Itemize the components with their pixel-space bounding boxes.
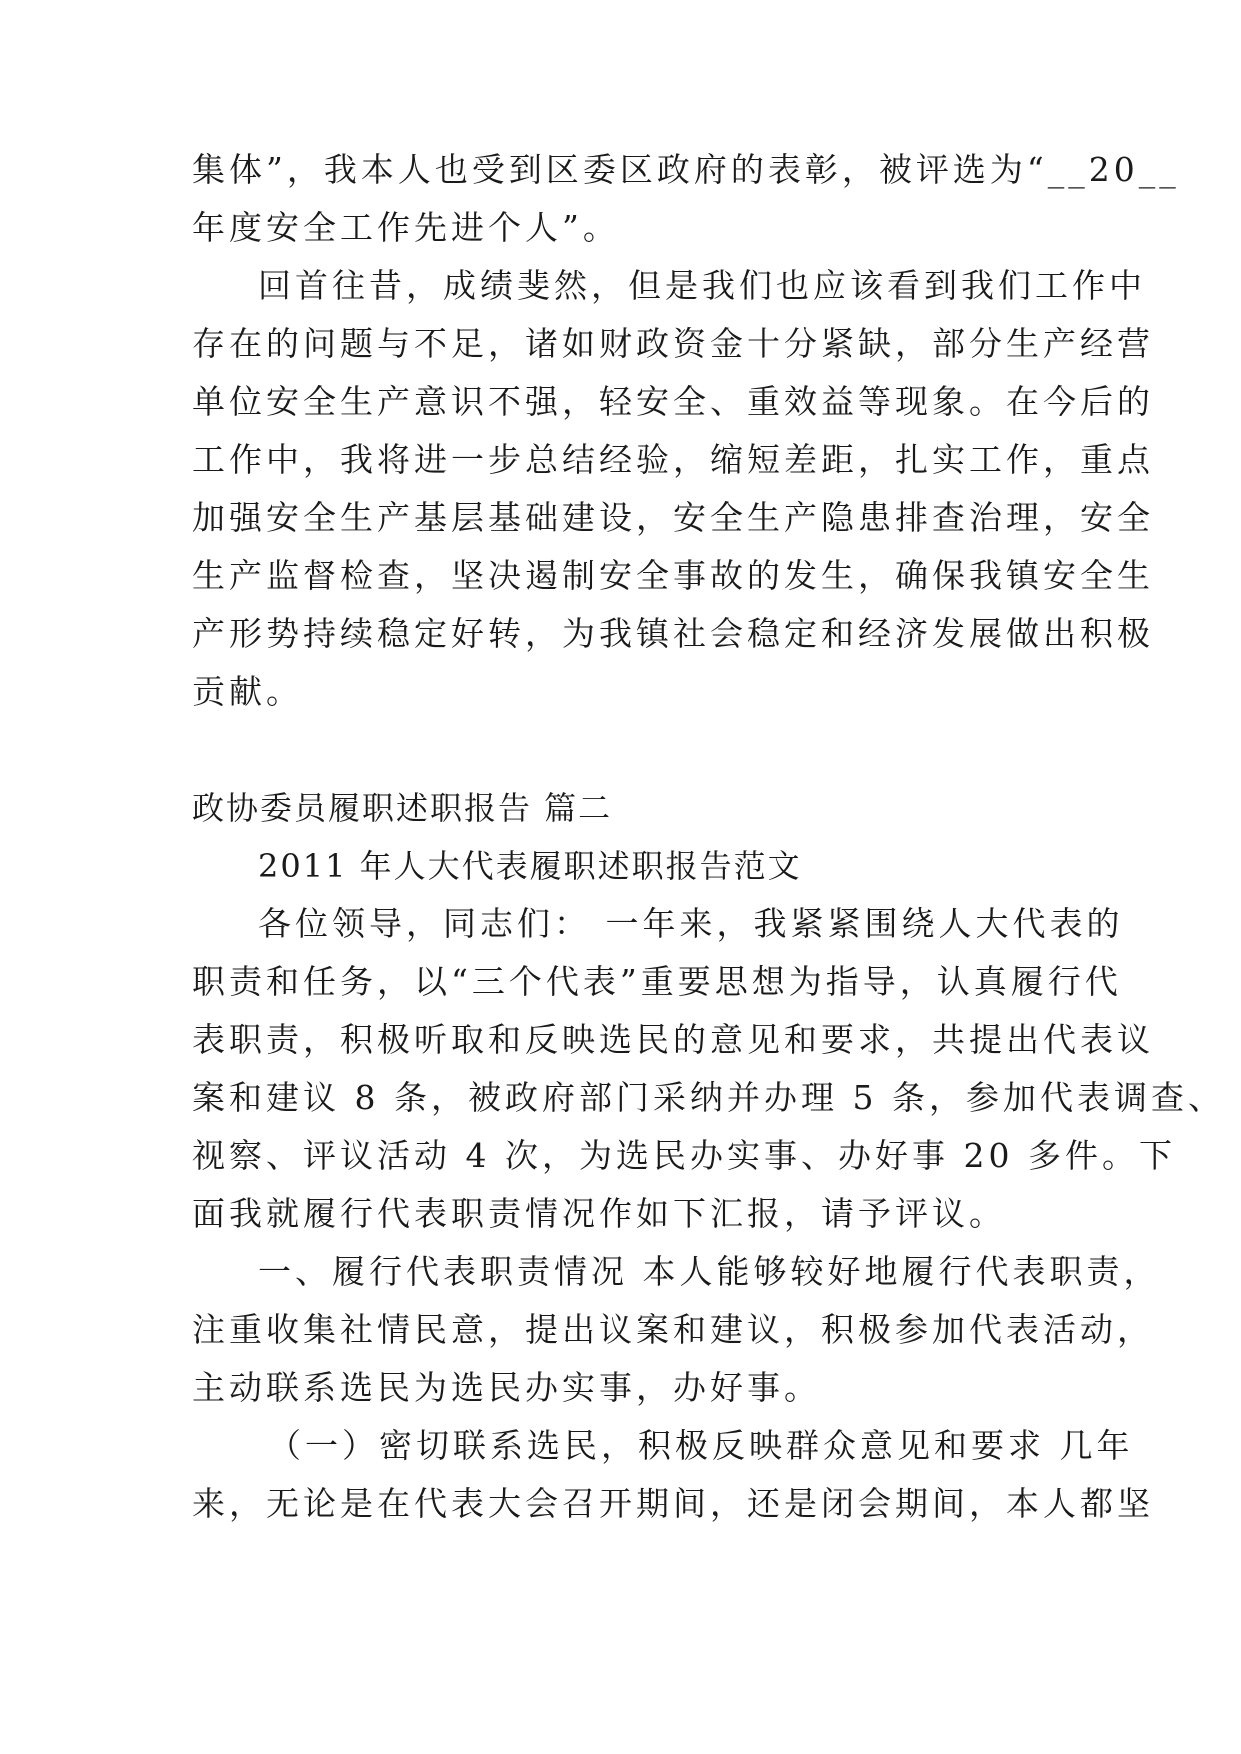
paragraph-line: 单位安全生产意识不强，轻安全、重效益等现象。在今后的 — [192, 382, 1154, 421]
paragraph-line: 案和建议 8 条，被政府部门采纳并办理 5 条，参加代表调查、 — [192, 1078, 1225, 1117]
paragraph-line: 主动联系选民为选民办实事，办好事。 — [192, 1368, 821, 1407]
section-subtitle: 2011 年人大代表履职述职报告范文 — [258, 847, 802, 885]
paragraph-line: 生产监督检查，坚决遏制安全事故的发生，确保我镇安全生 — [192, 556, 1154, 595]
paragraph-line: 存在的问题与不足，诸如财政资金十分紧缺，部分生产经营 — [192, 324, 1154, 363]
paragraph-line: 一、履行代表职责情况 本人能够较好地履行代表职责， — [258, 1252, 1161, 1291]
paragraph-line: 贡献。 — [192, 672, 303, 711]
paragraph-line: 年度安全工作先进个人”。 — [192, 208, 620, 247]
paragraph-line: 各位领导，同志们： 一年来，我紧紧围绕人大代表的 — [258, 904, 1124, 943]
section-heading: 政协委员履职述职报告 篇二 — [192, 789, 613, 827]
paragraph-line: 表职责，积极听取和反映选民的意见和要求，共提出代表议 — [192, 1020, 1154, 1059]
paragraph-line: 面我就履行代表职责情况作如下汇报，请予评议。 — [192, 1194, 1006, 1233]
paragraph-line: 视察、评议活动 4 次，为选民办实事、办好事 20 多件。下 — [192, 1136, 1176, 1175]
paragraph-line: 工作中，我将进一步总结经验，缩短差距，扎实工作，重点 — [192, 440, 1154, 479]
paragraph-line: 回首往昔，成绩斐然，但是我们也应该看到我们工作中 — [258, 266, 1146, 305]
paragraph-line: 加强安全生产基层基础建设，安全生产隐患排查治理，安全 — [192, 498, 1154, 537]
paragraph-line: 产形势持续稳定好转，为我镇社会稳定和经济发展做出积极 — [192, 614, 1154, 653]
paragraph-line: 注重收集社情民意，提出议案和建议，积极参加代表活动， — [192, 1310, 1154, 1349]
paragraph-line: 职责和任务，以“三个代表”重要思想为指导，认真履行代 — [192, 962, 1122, 1001]
paragraph-line: 来，无论是在代表大会召开期间，还是闭会期间，本人都坚 — [192, 1484, 1154, 1523]
paragraph-line: （一）密切联系选民，积极反映群众意见和要求 几年 — [268, 1426, 1134, 1465]
paragraph-line: 集体”，我本人也受到区委区政府的表彰，被评选为“__20__ — [192, 150, 1180, 189]
